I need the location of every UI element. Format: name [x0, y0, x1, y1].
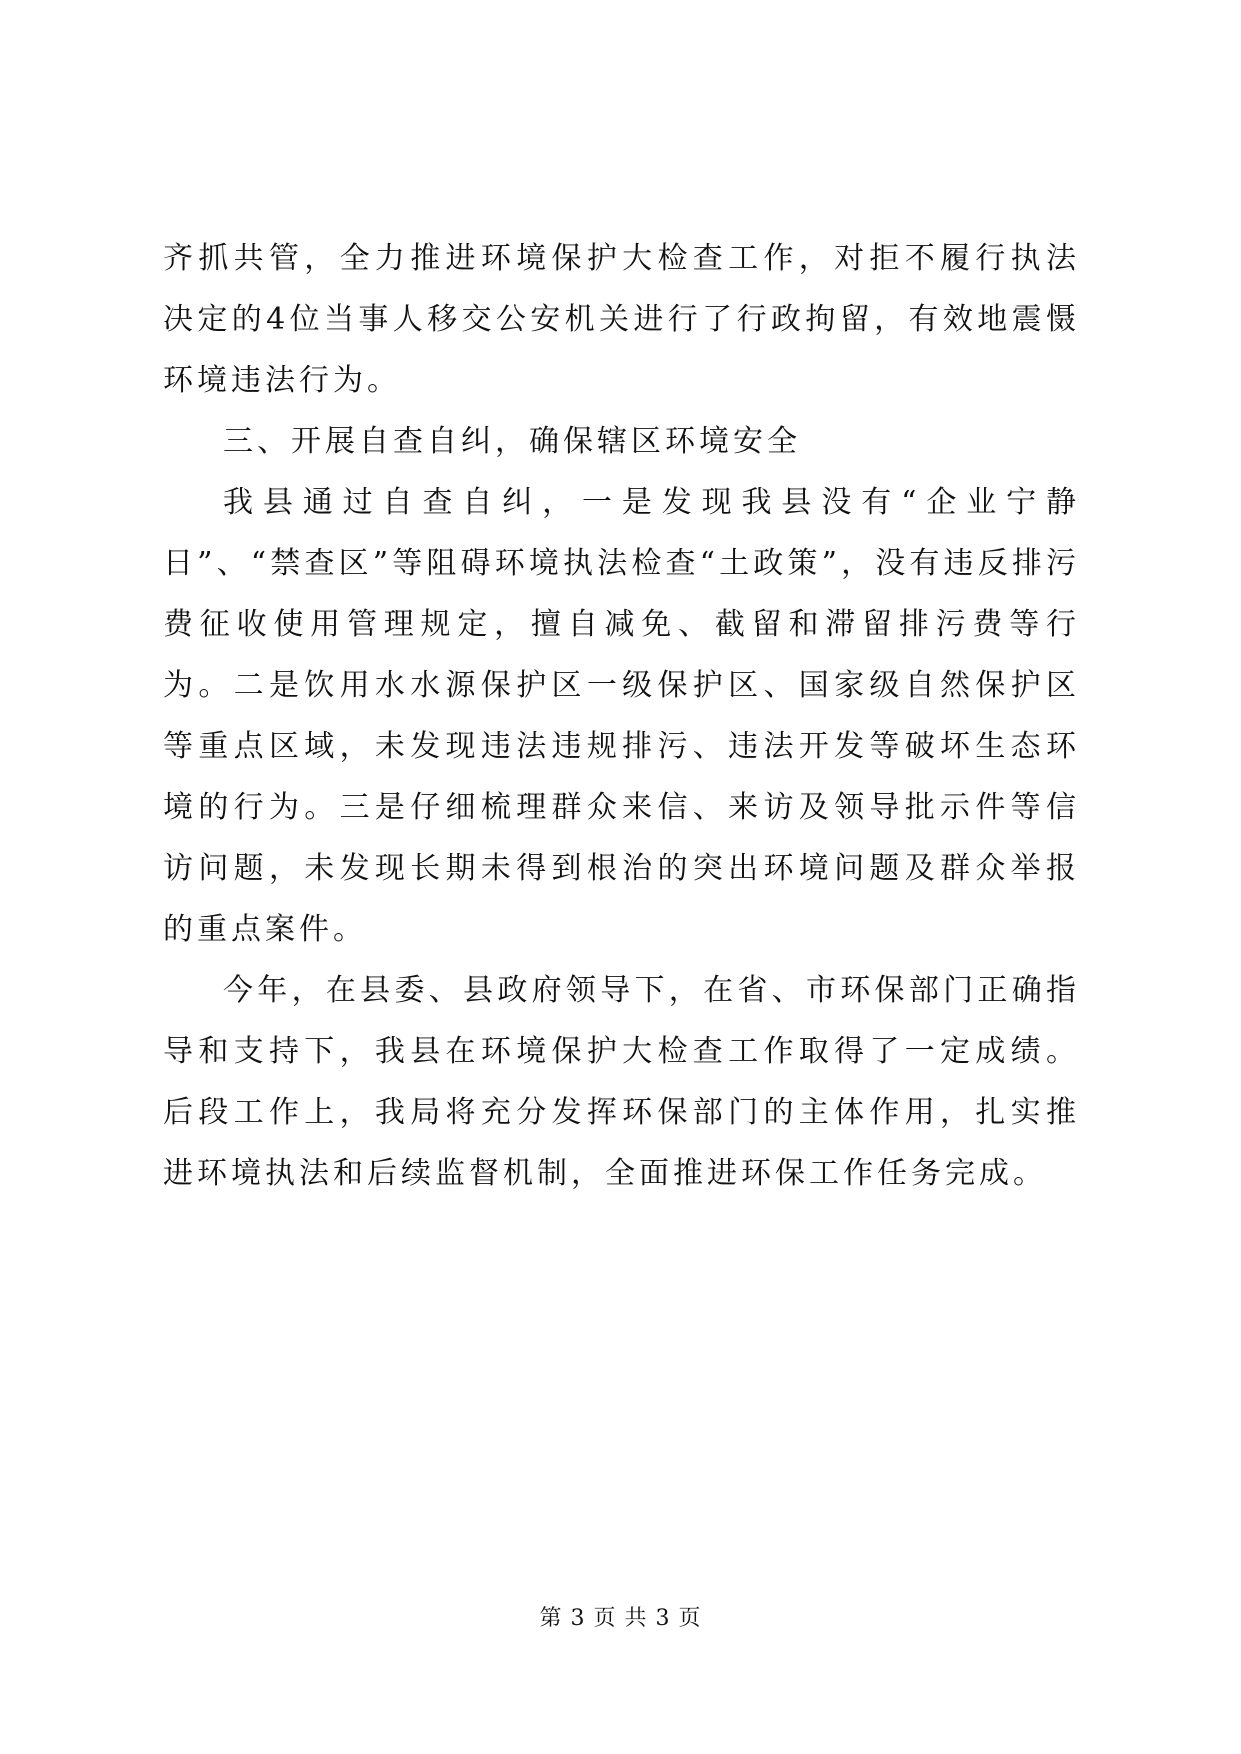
document-body	[163, 228, 1080, 1204]
section-heading: 三、开展自查自纠，确保辖区环境安全	[223, 424, 801, 459]
paragraph-continuation: 齐抓共管，全力推进环境保护大检查工作，对拒不履行执法决定的4位当事人移交公安机关进行了行政拘留，有效地震慑环境违法行为。	[163, 241, 1080, 398]
paragraph-self-inspection: 我县通过自查自纠，一是发现我县没有“企业宁静日”、“禁查区”等阻碍环境执法检查“土政策”，没有违反排污费征收使用管理规定，擅自减免、截留和滞留排污费等行为。二是饮用水水源保护区一级保护区、国家级自然保护区等重点区域，未发现违法违规排污、违法开发等破坏生态环境的行为。三是仔细梳理群众来信、来访及领导批示件等信访问题，未发现长期未得到根治的突出环境问题及群众举报的重点案件。	[163, 485, 1080, 947]
paragraph-conclusion: 今年，在县委、县政府领导下，在省、市环保部门正确指导和支持下，我县在环境保护大检查工作取得了一定成绩。后段工作上，我局将充分发挥环保部门的主体作用，扎实推进环境执法和后续监督机制，全面推进环保工作任务完成。	[163, 973, 1080, 1191]
page-footer: 第 3 页 共 3 页	[539, 1606, 702, 1631]
